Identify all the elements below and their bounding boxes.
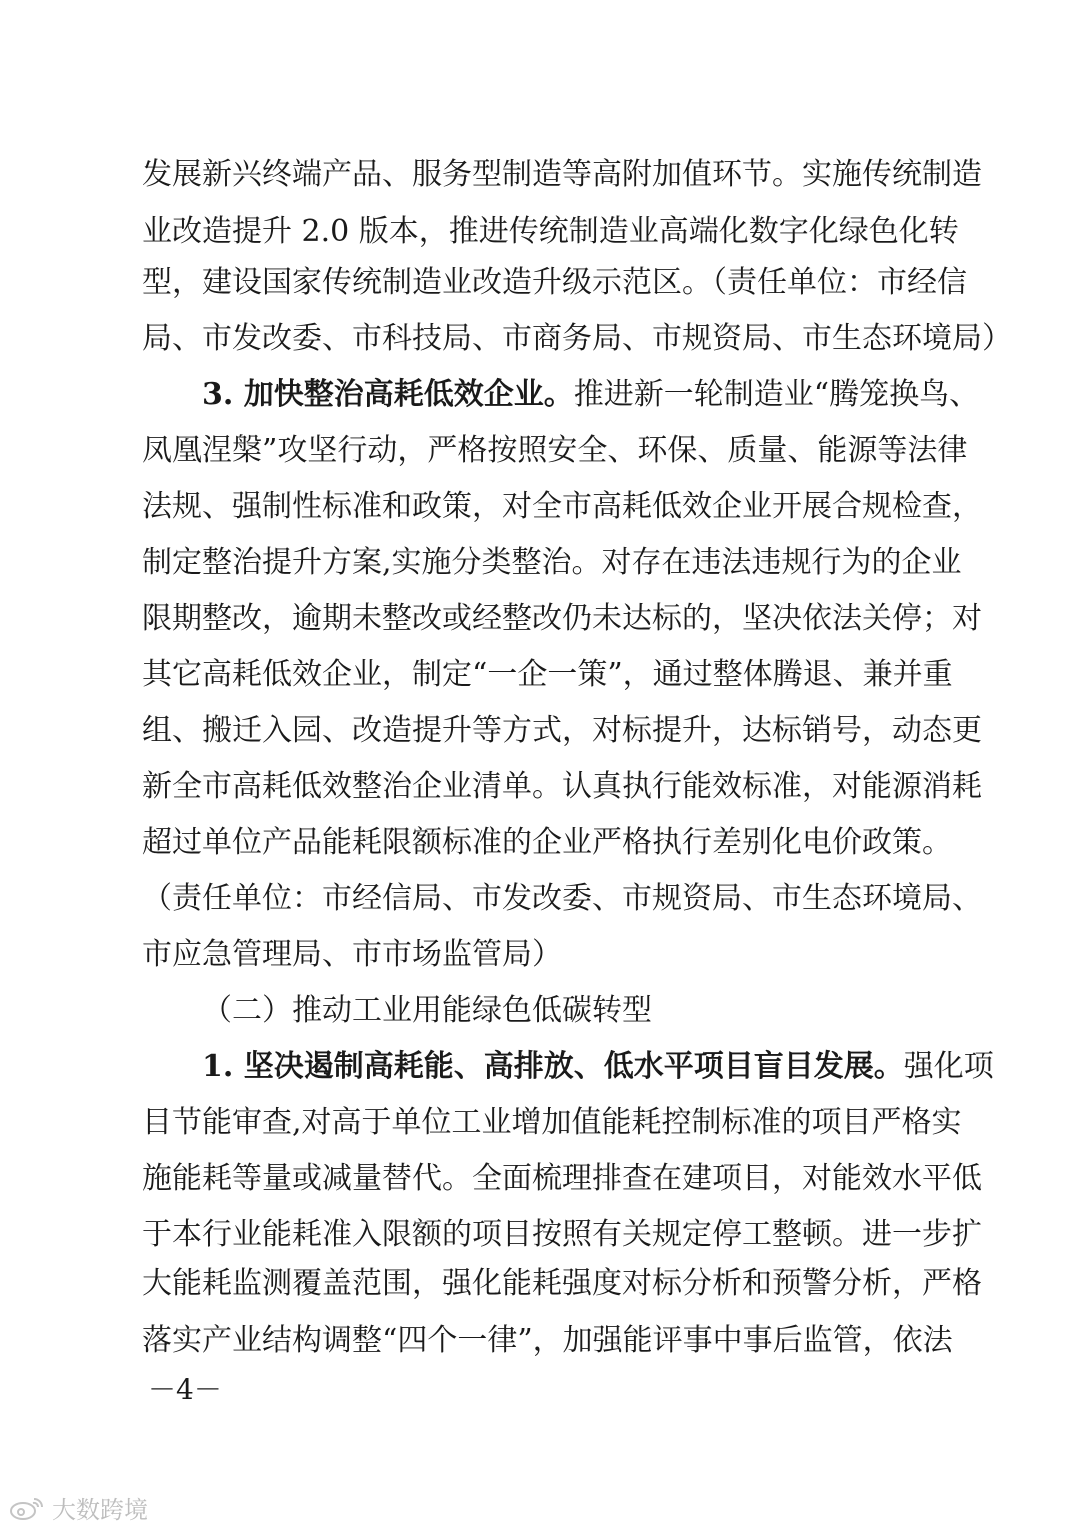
text-line: 制定整治提升方案,实施分类整治。对存在违法违规行为的企业 [142,545,962,580]
weibo-icon [8,1495,46,1521]
watermark [8,1490,148,1525]
page-number: －4－ [148,1373,222,1406]
text-line: 凤凰涅槃”攻坚行动，严格按照安全、环保、质量、能源等法律 [142,433,968,468]
text-line: 施能耗等量或减量替代。全面梳理排查在建项目，对能效水平低 [142,1161,982,1196]
text-line: 限期整改，逾期未整改或经整改仍未达标的，坚决依法关停；对 [142,601,982,636]
text-span: 推进新一轮制造业“腾笼换鸟、 [573,377,980,412]
paragraph-start-line [202,375,980,415]
text-line: 其它高耗低效企业，制定“一企一策”，通过整体腾退、兼并重 [142,657,953,692]
section-heading: （二）推动工业用能绿色低碳转型 [202,993,652,1028]
text-line: 发展新兴终端产品、服务型制造等高附加值环节。实施传统制造 [142,157,982,192]
text-line: 于本行业能耗准入限额的项目按照有关规定停工整顿。进一步扩 [142,1217,982,1252]
paragraph-start-line [202,1047,994,1087]
text-line: 法规、强制性标准和政策，对全市高耗低效企业开展合规检查， [142,489,982,524]
text-line: 新全市高耗低效整治企业清单。认真执行能效标准，对能源消耗 [142,769,982,804]
text-line: 型，建设国家传统制造业改造升级示范区。（责任单位：市经信 [142,265,967,300]
item-heading: 3. 加快整治高耗低效企业。 [202,377,574,412]
item-heading: 1. 坚决遏制高耗能、高排放、低水平项目盲目发展。 [202,1049,904,1084]
text-line: 落实产业结构调整“四个一律”，加强能评事中事后监管，依法 [142,1323,953,1358]
watermark-text: 大数跨境 [52,1496,148,1524]
text-line: （责任单位：市经信局、市发改委、市规资局、市生态环境局、 [142,881,982,916]
text-line: 目节能审查,对高于单位工业增加值能耗控制标准的项目严格实 [142,1105,962,1140]
text-line: 大能耗监测覆盖范围，强化能耗强度对标分析和预警分析，严格 [142,1266,982,1301]
text-line: 市应急管理局、市市场监管局） [142,937,562,972]
text-span: 强化项 [903,1049,994,1084]
text-line: 局、市发改委、市科技局、市商务局、市规资局、市生态环境局） [142,321,1012,356]
text-line: 业改造提升 2.0 版本，推进传统制造业高端化数字化绿色化转 [142,214,959,249]
text-line: 超过单位产品能耗限额标准的企业严格执行差别化电价政策。 [142,825,952,860]
text-line: 组、搬迁入园、改造提升等方式，对标提升，达标销号，动态更 [142,713,982,748]
